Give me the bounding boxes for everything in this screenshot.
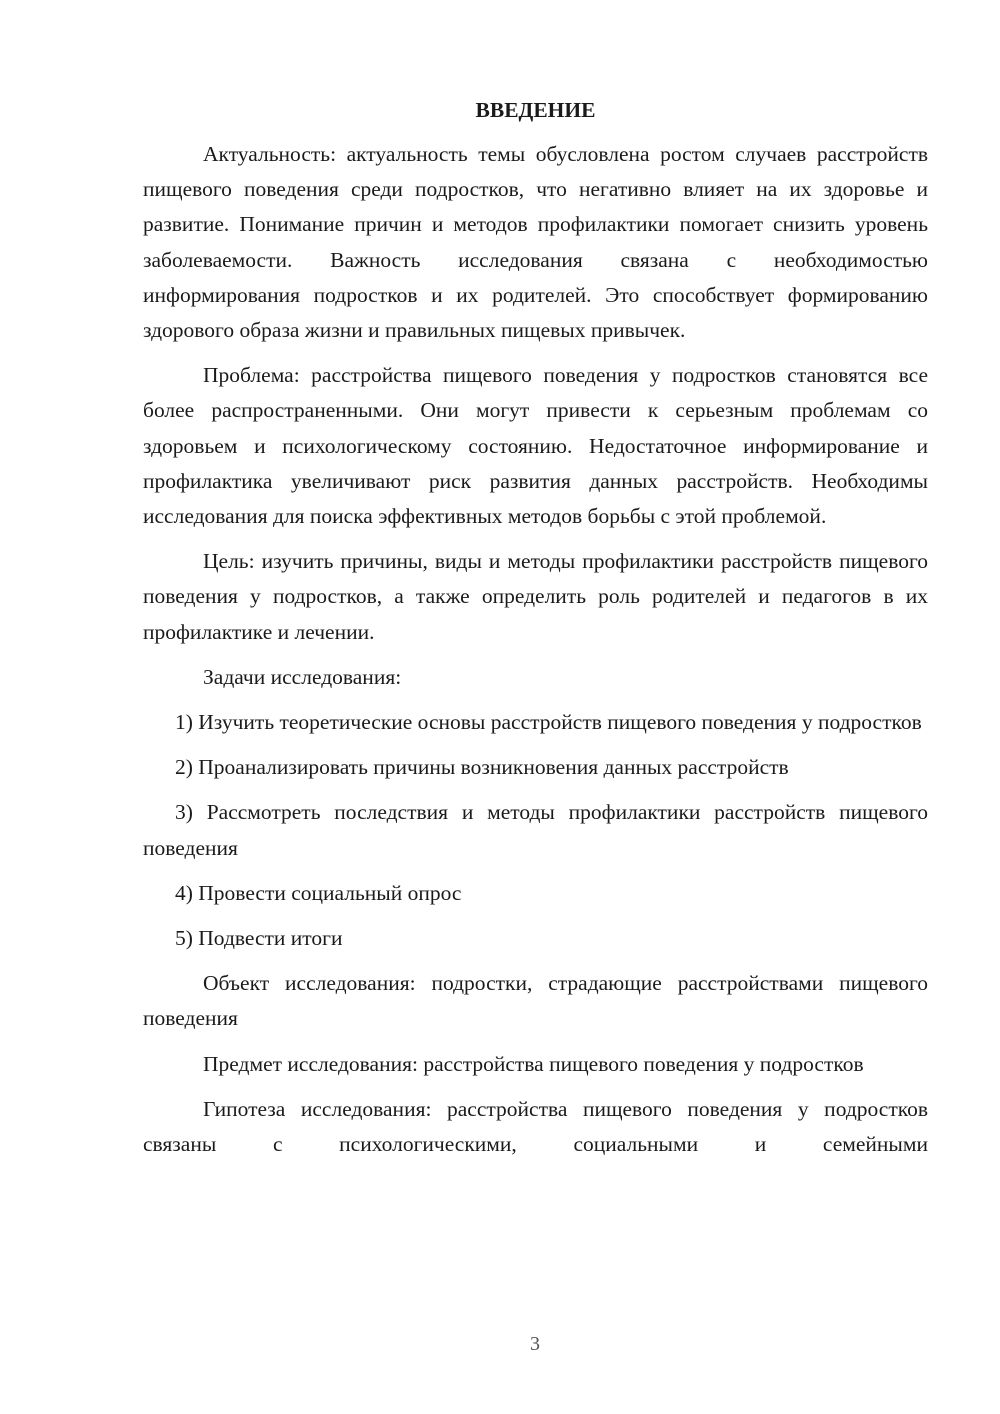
task-item-4: 4) Провести социальный опрос	[175, 880, 462, 905]
research-object-paragraph: Объект исследования: подростки, страдающие расстройствами пищевого поведения	[143, 971, 928, 1031]
section-title: ВВЕДЕНИЕ	[475, 98, 596, 122]
goal-paragraph: Цель: изучить причины, виды и методы профилактики расстройств пищевого поведения у подростков, а также определить роль родителей и педагогов в их профилактике и лечении.	[143, 549, 928, 644]
task-item-1: 1) Изучить теоретические основы расстройств пищевого поведения у подростков	[175, 710, 922, 735]
page-number: 3	[530, 1333, 540, 1355]
task-item-5: 5) Подвести итоги	[175, 926, 343, 951]
document-page	[143, 95, 928, 1162]
relevance-paragraph: Актуальность: актуальность темы обусловлена ростом случаев расстройств пищевого поведения среди подростков, что негативно влияет на их здоровье и развитие. Понимание причин и методов профилактики помогает снизить уровень заболеваемости. Важность исследования связана с необходимостью информирования подростков и их родителей. Это способствует формированию здорового образа жизни и правильных пищевых привычек.	[143, 142, 928, 343]
research-subject-paragraph: Предмет исследования: расстройства пищевого поведения у подростков	[203, 1051, 864, 1076]
problem-paragraph: Проблема: расстройства пищевого поведения у подростков становятся все более распространенными. Они могут привести к серьезным проблемам со здоровьем и психологическому состоянию. Недостаточное информирование и профилактика увеличивают риск развития данных расстройств. Необходимы исследования для поиска эффективных методов борьбы с этой проблемой.	[143, 363, 928, 529]
research-hypothesis-paragraph: Гипотеза исследования: расстройства пищевого поведения у подростков связаны с психологическими, социальными и семейными	[143, 1096, 928, 1157]
task-item-3: 3) Рассмотреть последствия и методы профилактики расстройств пищевого поведения	[143, 800, 928, 860]
tasks-heading: Задачи исследования:	[203, 664, 402, 689]
task-item-2: 2) Проанализировать причины возникновения данных расстройств	[175, 755, 789, 780]
